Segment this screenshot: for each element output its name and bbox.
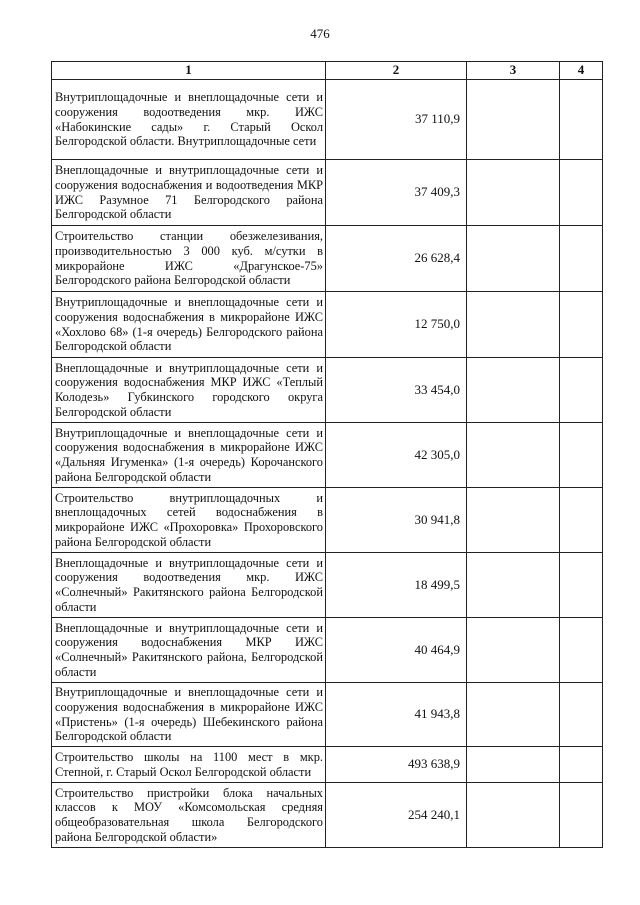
project-name: Внеплощадочные и внутриплощадочные сети и сооружения водоснабжения МКР ИЖС «Теплый Колодезь» Губкинского городского округа Белгородской области [52,358,326,423]
project-name: Внутриплощадочные и внеплощадочные сети и сооружения водоснабжения в микрорайоне ИЖС «Дальняя Игуменка» (1-я очередь) Корочанского района Белгородской области [52,423,326,488]
table-row [52,618,603,683]
project-amount: 33 454,0 [326,358,467,423]
data-table [51,61,603,848]
table-row [52,553,603,618]
column-header-1: 1 [52,62,326,80]
project-name: Строительство пристройки блока начальных классов к МОУ «Комсомольская средняя общеобразовательная школа Белгородского района Белгородской области» [52,783,326,848]
project-name: Строительство внутриплощадочных и внеплощадочных сетей водоснабжения в микрорайоне ИЖС «Прохоровка» Прохоровского района Белгородской области [52,488,326,553]
page-number: 476 [310,26,330,41]
empty-cell [560,160,603,226]
project-name: Внутриплощадочные и внеплощадочные сети и сооружения водоотведения мкр. ИЖС «Набокинские сады» г. Старый Оскол Белгородской области. Внутриплощадочные сети [52,80,326,160]
empty-cell [467,747,560,783]
empty-cell [467,423,560,488]
table-row [52,358,603,423]
empty-cell [560,747,603,783]
project-amount: 40 464,9 [326,618,467,683]
column-header-2: 2 [326,62,467,80]
project-amount: 26 628,4 [326,226,467,292]
project-amount: 493 638,9 [326,747,467,783]
project-amount: 254 240,1 [326,783,467,848]
project-name: Строительство школы на 1100 мест в мкр. Степной, г. Старый Оскол Белгородской области [52,747,326,783]
empty-cell [467,160,560,226]
project-amount: 18 499,5 [326,553,467,618]
table-row [52,747,603,783]
project-amount: 37 409,3 [326,160,467,226]
table-row [52,683,603,747]
empty-cell [467,683,560,747]
project-name: Строительство станции обезжелезивания, производительностью 3 000 куб. м/сутки в микрорайоне ИЖС «Драгунское-75» Белгородского района Белгородской области [52,226,326,292]
table-row [52,226,603,292]
empty-cell [560,423,603,488]
empty-cell [467,553,560,618]
table-row [52,80,603,160]
empty-cell [560,683,603,747]
project-name: Внутриплощадочные и внеплощадочные сети и сооружения водоснабжения в микрорайоне ИЖС «Пристень» (1-я очередь) Шебекинского района Белгородской области [52,683,326,747]
table-row [52,423,603,488]
table-row [52,783,603,848]
project-name: Внутриплощадочные и внеплощадочные сети и сооружения водоснабжения в микрорайоне ИЖС «Хохлово 68» (1-я очередь) Белгородского района Белгородской области [52,292,326,358]
empty-cell [467,358,560,423]
empty-cell [467,226,560,292]
project-amount: 41 943,8 [326,683,467,747]
project-name: Внеплощадочные и внутриплощадочные сети и сооружения водоснабжения МКР ИЖС «Солнечный» Ракитянского района, Белгородской области [52,618,326,683]
empty-cell [560,226,603,292]
empty-cell [560,488,603,553]
project-amount: 37 110,9 [326,80,467,160]
empty-cell [560,292,603,358]
project-amount: 30 941,8 [326,488,467,553]
empty-cell [467,80,560,160]
empty-cell [560,783,603,848]
table-row [52,488,603,553]
empty-cell [560,358,603,423]
project-name: Внеплощадочные и внутриплощадочные сети и сооружения водоотведения мкр. ИЖС «Солнечный» Ракитянского района Белгородской области [52,553,326,618]
column-header-3: 3 [467,62,560,80]
empty-cell [560,553,603,618]
empty-cell [467,292,560,358]
empty-cell [467,488,560,553]
empty-cell [467,783,560,848]
project-amount: 42 305,0 [326,423,467,488]
empty-cell [560,80,603,160]
table-row [52,160,603,226]
project-amount: 12 750,0 [326,292,467,358]
project-name: Внеплощадочные и внутриплощадочные сети и сооружения водоснабжения и водоотведения МКР ИЖС Разумное 71 Белгородского района Белгородской области [52,160,326,226]
column-header-4: 4 [560,62,603,80]
empty-cell [467,618,560,683]
table-header-row [52,62,603,80]
table-row [52,292,603,358]
empty-cell [560,618,603,683]
